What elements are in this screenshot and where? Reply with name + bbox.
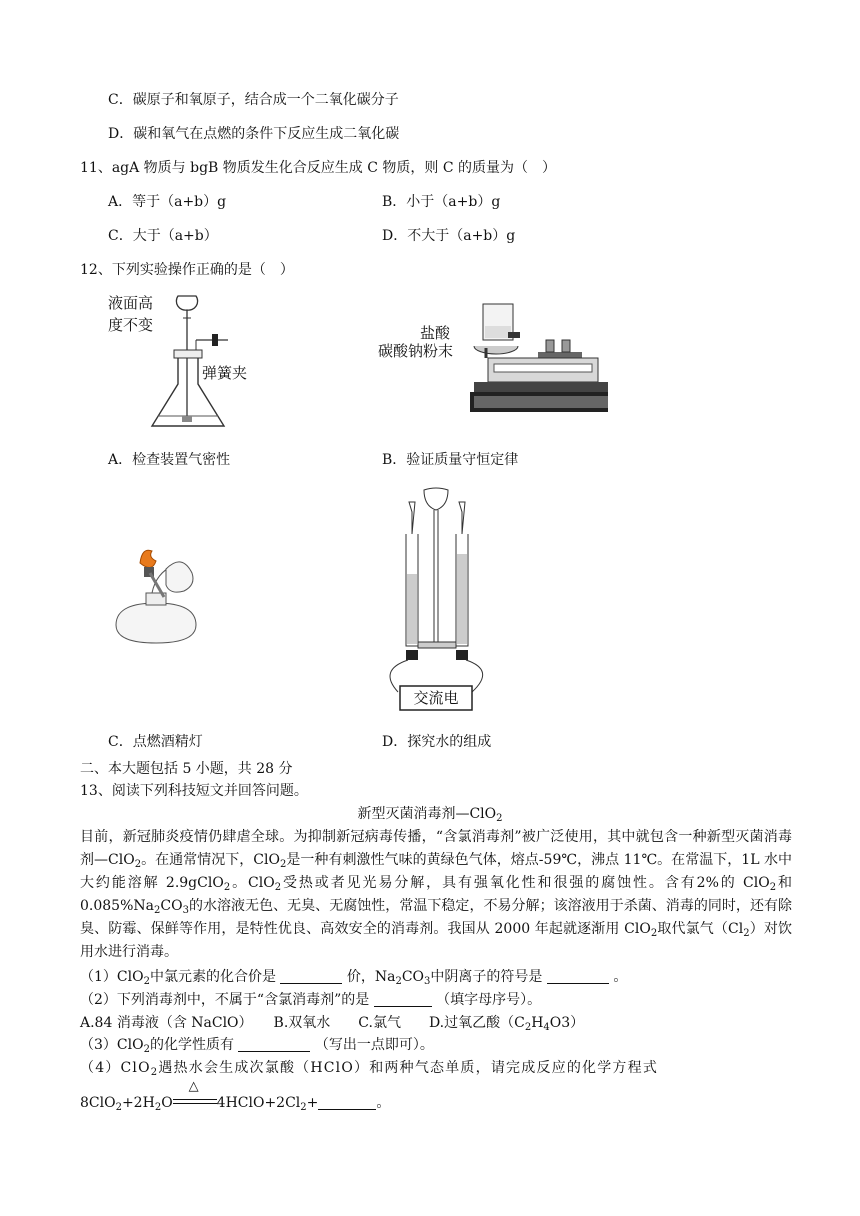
q13-sub2	[80, 990, 541, 1010]
q13-sub2-options: A.84 消毒液（含 NaClO） B.双氧水 C.氯气 D.过氧乙酸$(C_2H_4O3)$	[80, 1015, 585, 1033]
q13-sub2-tail: （填字母序号）。	[436, 992, 542, 1008]
answer-blank-product[interactable]	[318, 1095, 376, 1110]
fig-b-label-powder: 碳酸钠粉末	[378, 342, 454, 360]
answer-blank-valence[interactable]	[280, 969, 342, 984]
figure-light-alcohol-lamp	[106, 545, 206, 655]
q11-stem: 11、agA 物质与 bgB 物质发生化合反应生成 C 物质，则 C 的质量为（ ）	[80, 160, 557, 176]
answer-blank-property[interactable]	[238, 1037, 310, 1052]
q13-sub1	[80, 967, 627, 987]
q11-option-c: C．大于（a+b）	[108, 228, 218, 244]
q13-sub1-part-b: 价，$Na_2CO_3$中阴离子的符号是	[346, 969, 543, 987]
q13-sub1-part-a: （1）ClO$_2$中氯元素的化合价是	[80, 969, 276, 987]
q13-sub3-text: （3）ClO$_2$的化学性质有	[80, 1037, 234, 1055]
equation-arrow	[173, 1079, 217, 1109]
figure-airtightness-check	[108, 292, 258, 442]
answer-blank-disinfectant[interactable]	[374, 992, 432, 1007]
q12-option-b: B．验证质量守恒定律	[382, 452, 519, 468]
equation-left: $8ClO_2+2H_2O$	[80, 1095, 173, 1113]
q12-option-a: A．检查装置气密性	[108, 452, 231, 468]
section-heading: 二、本大题包括 5 小题，共 28 分	[80, 761, 293, 777]
q13-sub2-text: （2）下列消毒剂中，不属于“含氯消毒剂”的是	[80, 992, 370, 1008]
fig-a-label-top2: 度不变	[108, 316, 154, 334]
q11-option-a: A．等于（a+b）g	[108, 194, 227, 210]
q13-title: 新型灭菌消毒剂—ClO$_2$	[357, 806, 503, 824]
figure-electrolysis	[384, 484, 494, 714]
equation-end: 。	[376, 1095, 391, 1111]
q12-option-c: C．点燃酒精灯	[108, 734, 203, 750]
q13-sub4: （4）ClO$_2$遇热水会生成次氯酸（HClO）和两种气态单质，请完成反应的化学方程式	[80, 1060, 659, 1078]
fig-d-label-ac: 交流电	[413, 689, 459, 707]
q11-option-b: B．小于（a+b）g	[382, 194, 501, 210]
q13-stem: 13、阅读下列科技短文并回答问题。	[80, 783, 308, 799]
q11-option-d: D．不大于（a+b）g	[382, 228, 516, 244]
q13-sub3-tail: （写出一点即可）。	[314, 1037, 434, 1053]
fig-a-label-clip: 弹簧夹	[202, 364, 248, 382]
fig-b-label-acid: 盐酸	[420, 324, 451, 342]
heat-condition-symbol: △	[188, 1079, 199, 1094]
q12-stem: 12、下列实验操作正确的是（ ）	[80, 262, 294, 278]
q10-option-d: D．碳和氧气在点燃的条件下反应生成二氧化碳	[108, 126, 400, 142]
q12-option-d: D．探究水的组成	[382, 734, 492, 750]
q13-sub1-part-c: 。	[613, 969, 628, 985]
fig-a-label-top1: 液面高	[108, 294, 154, 312]
answer-blank-anion[interactable]	[547, 969, 609, 984]
q10-option-c: C．碳原子和氧原子，结合成一个二氧化碳分子	[108, 92, 399, 108]
figure-mass-conservation	[378, 296, 608, 421]
q13-sub3	[80, 1035, 434, 1055]
q13-passage: 目前，新冠肺炎疫情仍肆虐全球。为抑制新冠病毒传播，“含氯消毒剂”被广泛使用，其中就包含一种新型灭菌消毒剂—ClO$_2$。在通常情况下，ClO$_2$是一种有刺激性气味的黄绿色气体，熔点-59℃，沸点 11℃。在常温下，1L 水中大约能溶解 2.9gClO$_2$。ClO$_2$受热或者见光易分解，具有强氧化性和很强的腐蚀性。含有2%的 ClO$_2$和 $0.085\%Na_2CO_3$的水溶液无色、无臭、无腐蚀性，常温下稳定，不易分解；该溶液用于杀菌、消毒的同时，还有除臭、防霉、保鲜等作用，是特性优良、高效安全的消毒剂。我国从 2000 年起就逐渐用 ClO$_2$取代氯气$(Cl_2)$对饮用水进行消毒。	[80, 829, 793, 960]
chemical-equation	[80, 1079, 391, 1113]
equation-right: $4HClO+2Cl_2+$	[216, 1095, 319, 1113]
